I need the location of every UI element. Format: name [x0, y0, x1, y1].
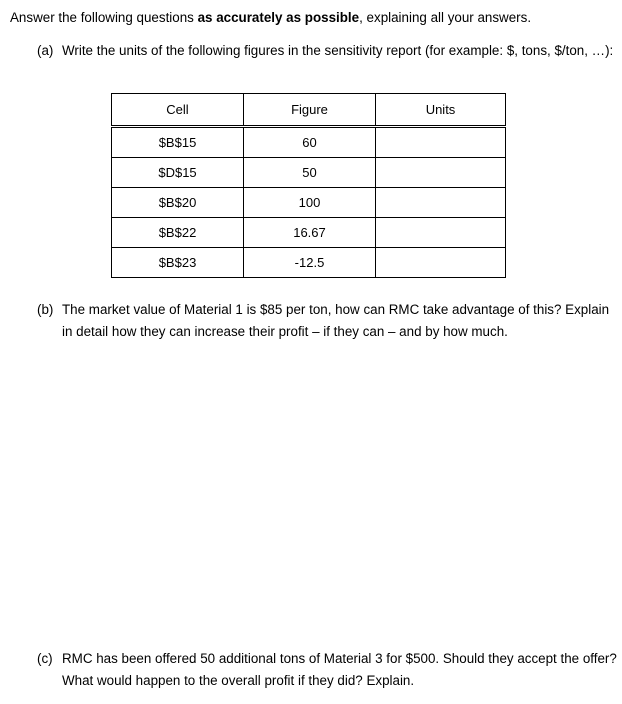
table-row [112, 188, 506, 218]
instructions-text: Answer the following questions [10, 10, 198, 25]
instructions [10, 9, 531, 27]
figure-value: 16.67 [244, 218, 376, 248]
table-row [112, 127, 506, 158]
instructions-text-end: , explaining all your answers. [359, 10, 532, 25]
units-answer-cell[interactable] [376, 218, 506, 248]
cell-reference: $B$20 [112, 188, 244, 218]
question-c [37, 648, 617, 692]
question-c-text: RMC has been offered 50 additional tons of Material 3 for $500. Should they accept the offer? What would happen to the overall profit if they did? Explain. [62, 651, 617, 688]
figure-value: 50 [244, 158, 376, 188]
table-row [112, 248, 506, 278]
instructions-emphasis: as accurately as possible [197, 10, 360, 25]
cell-reference: $B$22 [112, 218, 244, 248]
figure-value: -12.5 [244, 248, 376, 278]
header-cell: Cell [112, 94, 244, 127]
units-answer-cell[interactable] [376, 248, 506, 278]
header-figure: Figure [244, 94, 376, 127]
cell-reference: $B$15 [112, 127, 244, 158]
units-answer-cell[interactable] [376, 127, 506, 158]
question-a-text: Write the units of the following figures in the sensitivity report (for example: $, tons, $/ton, …): [62, 43, 614, 58]
units-answer-cell[interactable] [376, 158, 506, 188]
table-row [112, 218, 506, 248]
cell-reference: $B$23 [112, 248, 244, 278]
sensitivity-units-table [111, 93, 506, 278]
table-row [112, 158, 506, 188]
question-a [37, 40, 617, 62]
figure-value: 100 [244, 188, 376, 218]
header-units: Units [376, 94, 506, 127]
question-b-text: The market value of Material 1 is $85 per ton, how can RMC take advantage of this? Explain in detail how they can increase their profit – if they can – and by how much. [62, 302, 610, 339]
question-b-label: (b) [37, 302, 54, 317]
units-answer-cell[interactable] [376, 188, 506, 218]
figure-value: 60 [244, 127, 376, 158]
table-header-row [112, 94, 506, 127]
cell-reference: $D$15 [112, 158, 244, 188]
question-a-label: (a) [37, 43, 54, 58]
question-c-label: (c) [37, 651, 53, 666]
question-b [37, 299, 617, 343]
